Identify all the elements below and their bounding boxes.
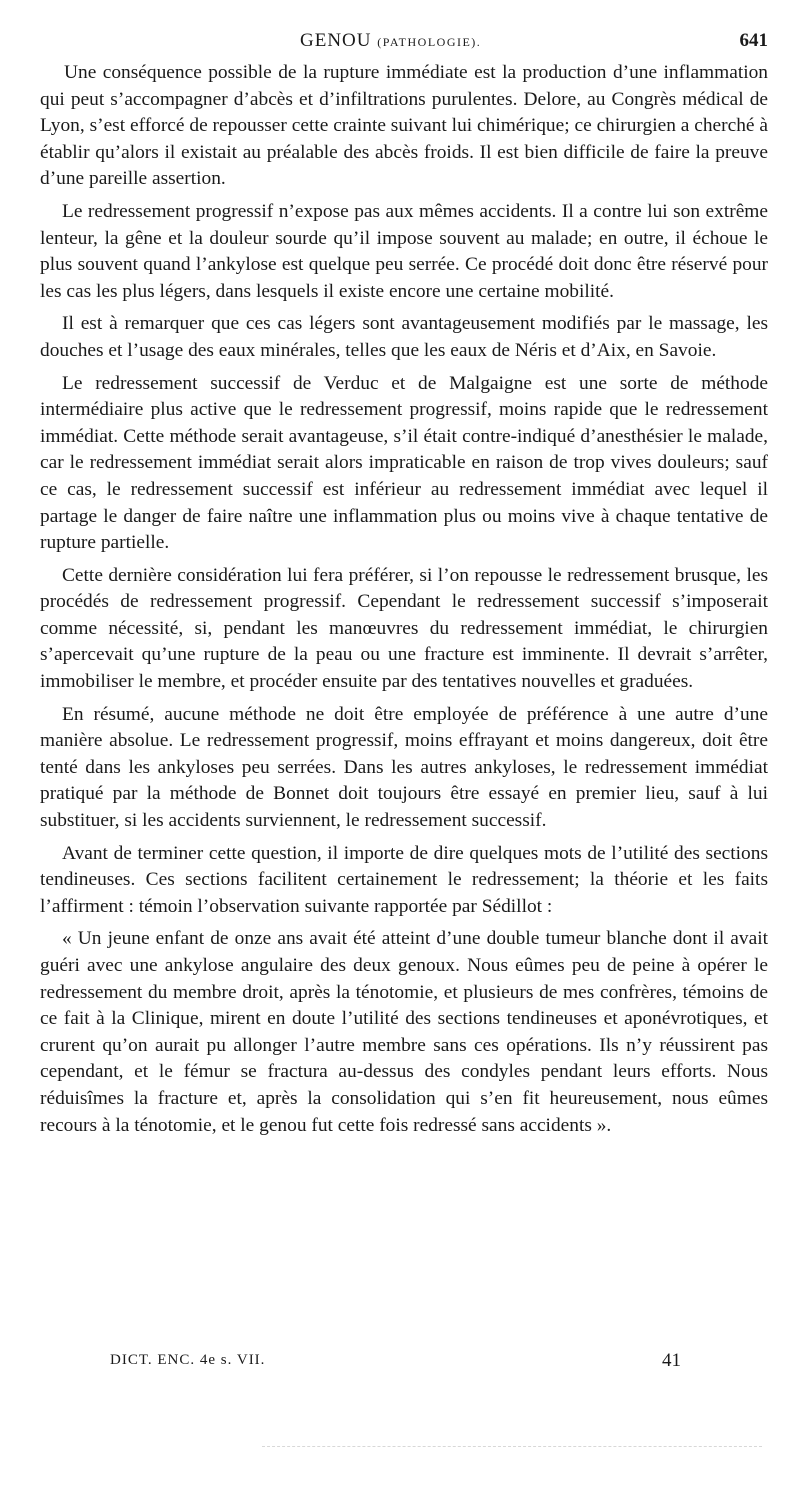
running-head <box>60 30 768 58</box>
running-subtitle: (PATHOLOGIE). <box>377 35 482 49</box>
body-text <box>40 60 768 1145</box>
running-title-text: GENOU <box>300 30 372 51</box>
paragraph-sedillot-observation: « Un jeune enfant de onze ans avait été atteint d’une double tumeur blanche dont il avait guéri avec une ankylose angulaire des deux genoux. Nous eûmes peu de peine à opérer le redressement du membre droit, après la ténotomie, et plusieurs de mes confrères, témoins de ce fait à la Clinique, mirent en doute l’utilité des sections tendineuses et aponévrotiques, et crurent qu’on aurait pu allonger l’autre membre sans ces opérations. Ils n’y réussirent pas cependant, et le fémur se fractura au-dessus des condyles pendant leurs efforts. Nous réduisîmes la fracture et, après la consolidation qui s’en fit heureusement, nous eûmes recours à la ténotomie, et le genou fut cette fois redressé sans accidents ». <box>40 928 768 1136</box>
running-title <box>300 30 481 52</box>
paragraph-tendon-sections: Avant de terminer cette question, il importe de dire quelques mots de l’utilité des sections tendineuses. Ces sections facilitent certainement le redressement; la théorie et les faits l’affirment : témoin l’observation suivante rapportée par Sédillot : <box>40 842 768 917</box>
printer-signature: DICT. ENC. 4e s. VII. <box>110 1352 266 1368</box>
signature-number: 41 <box>662 1350 681 1371</box>
paragraph-progressive-straightening: Le redressement progressif n’expose pas aux mêmes accidents. Il a contre lui son extrême lenteur, la gêne et la douleur sourde qu’il impose souvent au malade; en outre, il échoue le plus souvent quand l’ankylose est quelque peu serrée. Ce procédé doit donc être réservé pour les cas les plus légers, dans lesquels il existe encore une certaine mobilité. <box>40 200 768 302</box>
footer <box>110 1350 690 1376</box>
paragraph-last-consideration: Cette dernière considération lui fera préférer, si l’on repousse le redressement brusque, les procédés de redressement progressif. Cependant le redressement successif s’imposerait comme nécessité, si, pendant les manœuvres du redressement immédiat, le chirurgien s’apercevait qu’une rupture de la peau ou une fracture est imminente. Il devrait s’arrêter, immobiliser le membre, et procéder ensuite par des tentatives nouvelles et graduées. <box>40 564 768 693</box>
page-number: 641 <box>739 30 768 51</box>
paragraph-rupture-consequence: Une conséquence possible de la rupture immédiate est la production d’une inflammation qui peut s’accompagner d’abcès et d’infiltrations purulentes. Delore, au Congrès médical de Lyon, s’est efforcé de repousser cette crainte suivant lui chimérique; ce chirurgien a cherché à établir qu’alors il existait au préalable des abcès froids. Il est bien difficile de faire la preuve d’une pareille assertion. <box>40 62 768 190</box>
paragraph-summary: En résumé, aucune méthode ne doit être employée de préférence à une autre d’une manière absolue. Le redressement progressif, moins effrayant et moins dangereux, doit être tenté dans les ankyloses peu serrées. Dans les autres ankyloses, le redressement immédiat pratiqué par la méthode de Bonnet doit toujours être essayé en premier lieu, sauf à lui substituer, si les accidents surviennent, le redressement successif. <box>40 703 768 832</box>
bleed-through-line <box>262 1446 762 1449</box>
paragraph-light-cases: Il est à remarquer que ces cas légers sont avantageusement modifiés par le massage, les douches et l’usage des eaux minérales, telles que les eaux de Néris et d’Aix, en Savoie. <box>40 313 768 361</box>
paragraph-successive-straightening: Le redressement successif de Verduc et de Malgaigne est une sorte de méthode intermédiaire plus active que le redressement progressif, moins rapide que le redressement immédiat. Cette méthode serait avantageuse, s’il était contre-indiqué d’anesthésier le malade, car le redressement immédiat serait alors impraticable en raison de trop vives douleurs; sauf ce cas, le redressement successif est inférieur au redressement immédiat avec lequel il partage le danger de faire naître une inflammation plus ou moins vive à chaque tentative de rupture partielle. <box>40 372 768 554</box>
